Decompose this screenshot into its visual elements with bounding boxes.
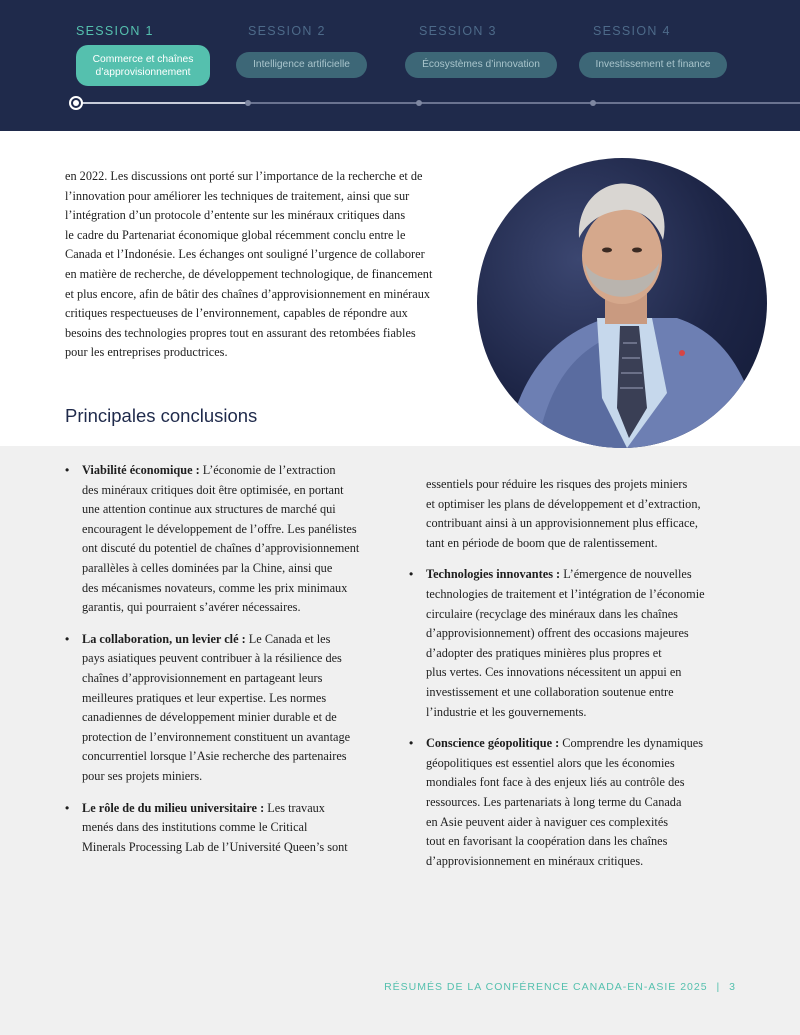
bullet-line: une attention continue aux structures de marché qui <box>82 502 336 517</box>
session-3-title: SESSION 3 <box>419 24 497 38</box>
progress-track-fill <box>76 102 248 104</box>
progress-dot-session-4[interactable] <box>590 100 596 106</box>
bullet-line: des minéraux critiques doit être optimisée, en portant <box>82 482 344 497</box>
session-3-pill[interactable]: Écosystèmes d’innovation <box>405 52 557 78</box>
intro-line: en matière de recherche, de développement technologique, de financement <box>65 266 433 281</box>
footer-separator: | <box>716 981 721 993</box>
speaker-portrait-photo <box>477 158 767 448</box>
conclusions-column-left <box>65 461 395 869</box>
session-4-pill[interactable]: Investissement et finance <box>579 52 727 78</box>
bullet-line: chaînes d’approvisionnement en partageant leurs <box>82 670 323 685</box>
bullet-line: concurrentiel lorsque l’Asie recherche des partenaires <box>82 749 347 764</box>
list-item-collaboration <box>65 630 395 787</box>
bullet-line: l’industrie et les gouvernements. <box>426 704 587 719</box>
bullet-line: pays asiatiques peuvent contribuer à la résilience des <box>82 651 342 666</box>
footer-title: RÉSUMÉS DE LA CONFÉRENCE CANADA-EN-ASIE 2025 <box>384 981 708 993</box>
conclusions-column-right <box>409 475 739 883</box>
page-number: 3 <box>729 981 736 993</box>
bullet-line: meilleures pratiques et leur expertise. Les normes <box>82 690 327 705</box>
bullet-line: en Asie peuvent aider à naviguer ces complexités <box>426 814 669 829</box>
list-item-technologies-innovantes <box>409 565 739 722</box>
intro-line: l’innovation pour améliorer les techniques de traitement, ainsi que sur <box>65 188 410 203</box>
bullet-line: d’adopter des pratiques minières plus propres et <box>426 645 662 660</box>
bullet-line: d’approvisionnement en minéraux critiques. <box>426 853 644 868</box>
bullet-line: Le Canada et les <box>245 631 331 646</box>
list-item-continuation <box>409 475 739 553</box>
bullet-line: géopolitiques est essentiel alors que les économies <box>426 755 675 770</box>
bullet-line: L’économie de l’extraction <box>199 463 336 477</box>
page-footer <box>384 981 736 993</box>
intro-line: critiques respectueuses de l’environnement, capables de répondre aux <box>65 306 408 321</box>
bullet-title: Conscience géopolitique : <box>426 736 560 751</box>
bullet-line: ressources. Les partenariats à long terme du Canada <box>426 794 682 809</box>
bullet-line: plus vertes. Ces innovations nécessitent un appui en <box>426 665 682 680</box>
bullet-title: La collaboration, un levier clé : <box>82 631 246 646</box>
bullet-line: L’émergence de nouvelles <box>560 567 692 582</box>
intro-paragraph <box>65 167 465 363</box>
intro-line: Canada et l’Indonésie. Les échanges ont souligné l’urgence de collaborer <box>65 247 425 262</box>
intro-line: le cadre du Partenariat économique global récemment conclu entre le <box>65 227 406 242</box>
bullet-line: des mécanismes novateurs, comme les prix minimaux <box>82 580 348 595</box>
bullet-line: technologies de traitement et l’intégration de l’économie <box>426 586 705 601</box>
speaker-portrait-illustration <box>477 158 767 448</box>
bullet-line: pour ses projets miniers. <box>82 768 203 783</box>
bullet-line: essentiels pour réduire les risques des projets miniers <box>426 477 688 491</box>
session-2-title: SESSION 2 <box>248 24 326 38</box>
intro-line: pour les entreprises productrices. <box>65 345 228 360</box>
intro-line: en 2022. Les discussions ont porté sur l’importance de la recherche et de <box>65 169 423 183</box>
bullet-line: parallèles à celles dominées par la Chine, ainsi que <box>82 560 333 575</box>
intro-line: besoins des technologies propres tout en assurant des retombées fiables <box>65 325 416 340</box>
bullet-line: d’approvisionnement) offrent des occasions majeures <box>426 626 689 641</box>
bullet-title: Technologies innovantes : <box>426 567 561 582</box>
bullet-line: tant en période de boom que de ralentissement. <box>426 535 658 550</box>
session-4-title: SESSION 4 <box>593 24 671 38</box>
progress-dot-session-1[interactable] <box>69 96 83 110</box>
session-1-title: SESSION 1 <box>76 24 154 38</box>
bullet-line: Minerals Processing Lab de l’Université Queen’s sont <box>82 839 348 854</box>
bullet-line: et optimiser les plans de développement et d’extraction, <box>426 496 701 511</box>
session-2-pill[interactable]: Intelligence artificielle <box>236 52 367 78</box>
progress-dot-session-2[interactable] <box>245 100 251 106</box>
list-item-viabilite-economique <box>65 461 395 618</box>
bullet-line: Les travaux <box>264 800 325 815</box>
section-heading: Principales conclusions <box>65 405 258 426</box>
bullet-line: protection de l’environnement constituent un avantage <box>82 729 351 744</box>
bullet-line: garantis, qui pourraient s’avérer nécessaires. <box>82 600 301 615</box>
bullet-line: canadiennes de développement minier durable et de <box>82 710 337 725</box>
bullet-line: Comprendre les dynamiques <box>559 736 703 751</box>
progress-dot-session-3[interactable] <box>416 100 422 106</box>
bullet-line: circulaire (recyclage des minéraux dans les chaînes <box>426 606 678 621</box>
intro-line: l’intégration d’un protocole d’entente sur les minéraux critiques dans <box>65 208 406 223</box>
list-item-milieu-universitaire <box>65 799 395 858</box>
session-navigation-bar <box>0 0 800 131</box>
bullet-title: Viabilité économique : <box>82 463 200 477</box>
session-1-pill[interactable]: Commerce et chaînes d’approvisionnement <box>76 45 210 86</box>
bullet-line: contribuant ainsi à un approvisionnement plus efficace, <box>426 516 698 531</box>
bullet-line: menés dans des institutions comme le Critical <box>82 820 308 835</box>
bullet-line: tout en favorisant la coopération dans les chaînes <box>426 834 668 849</box>
bullet-line: investissement et une collaboration soutenue entre <box>426 684 674 699</box>
bullet-line: ont discuté du potentiel de chaînes d’approvisionnement <box>82 541 360 556</box>
bullet-line: mondiales font face à des enjeux liés au contrôle des <box>426 775 685 790</box>
list-item-conscience-geopolitique <box>409 734 739 871</box>
intro-line: et plus encore, afin de bâtir des chaînes d’approvisionnement en minéraux <box>65 286 431 301</box>
bullet-title: Le rôle de du milieu universitaire : <box>82 800 265 815</box>
bullet-line: encouragent le développement de l’offre. Les panélistes <box>82 521 357 536</box>
